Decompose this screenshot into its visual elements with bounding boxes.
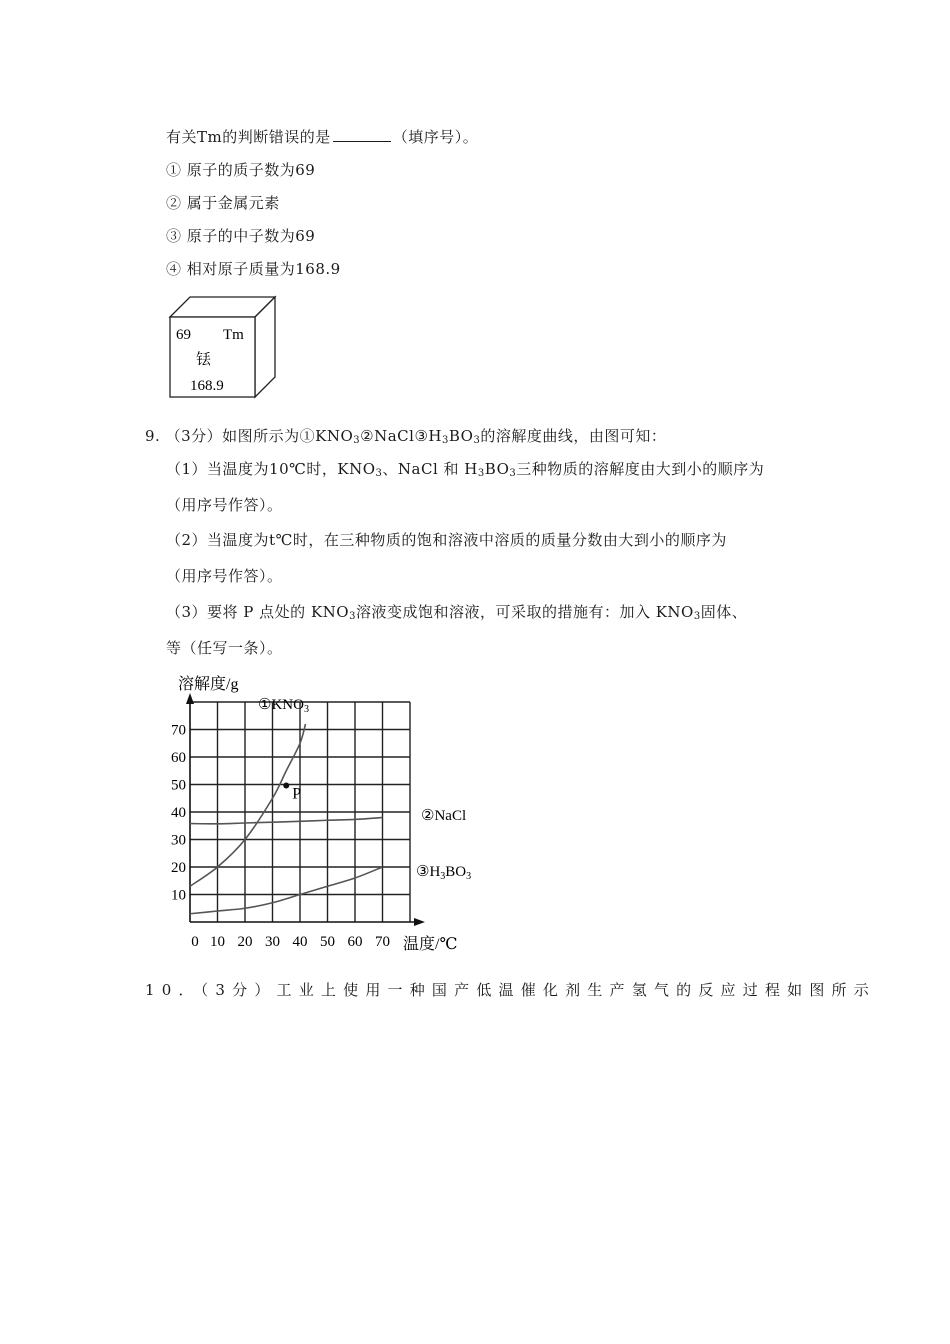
element-mass: 168.9 [190,378,224,394]
x-tick-label: 20 [237,934,253,950]
element-symbol: Tm [223,327,244,343]
q8-option-2: ② 属于金属元素 [166,194,280,212]
y-tick-label: 30 [171,832,186,849]
answer-blank[interactable] [333,127,391,142]
x-tick-label: 30 [265,934,280,950]
q9-sub1: （1）当温度为10℃时，$KNO_3$、NaCl 和 $H_3BO_3$三种物质的溶解度由大到小的顺序为 [166,460,765,479]
point-p-label: P [292,785,302,803]
q8-option-3: ③ 原子的中子数为69 [166,227,316,245]
y-tick-label: 50 [171,777,186,794]
x-tick-label: 50 [320,934,335,950]
q9-sub1-note: （用序号作答）。 [166,496,283,514]
element-name: 铥 [196,352,212,368]
curve-h3bo3 [190,867,383,914]
y-tick-label: 60 [171,750,186,766]
q9-sub3-cont: 等（任写一条）。 [166,639,283,657]
point-p-marker [283,783,289,789]
x-tick-label: 0 [191,934,199,950]
y-tick-label: 40 [171,805,186,821]
solubility-chart [160,668,500,958]
q8-option-4: ④ 相对原子质量为168.9 [166,260,341,278]
x-tick-label: 40 [292,934,308,950]
series-label-nacl: ②NaCl [421,808,467,824]
y-tick-label: 20 [171,860,186,876]
y-tick-label: 10 [171,887,186,904]
curve-nacl [190,818,383,824]
x-axis-arrow [414,918,425,926]
element-card [165,292,280,400]
series-label-kno3: $①KNO_3$ [258,697,309,715]
x-tick-label: 60 [347,934,363,950]
y-tick-label: 70 [171,722,186,739]
x-tick-label: 10 [210,934,225,950]
series-label-h3bo3: $③H_3BO_3$ [416,864,472,882]
x-axis-label: 温度/℃ [403,936,458,953]
q9-sub3: （3）要将 P 点处的 $KNO_3$溶液变成饱和溶液，可采取的措施有：加入 $KNO_3$固体、 [166,603,748,622]
q9-sub2: （2）当温度为t℃时，在三种物质的饱和溶液中溶质的质量分数由大到小的顺序为 [166,531,727,549]
element-number: 69 [176,327,191,343]
y-axis-arrow [186,693,194,704]
q8-stem: 有关Tm的判断错误的是 （填序号）。 [166,128,479,146]
q10-stem: 10．（3分）工业上使用一种国产低温催化剂生产氢气的反应过程如图所示 [145,981,876,999]
q8-option-1: ① 原子的质子数为69 [166,161,316,179]
q9-stem: 9. （3分）如图所示为$①KNO_3②NaCl③H_3BO_3$的溶解度曲线，由图可知： [145,427,667,446]
q9-sub2-note: （用序号作答）。 [166,567,283,585]
y-axis-label: 溶解度/g [178,676,239,693]
curve-kno3 [190,724,306,886]
x-tick-label: 70 [375,934,390,950]
